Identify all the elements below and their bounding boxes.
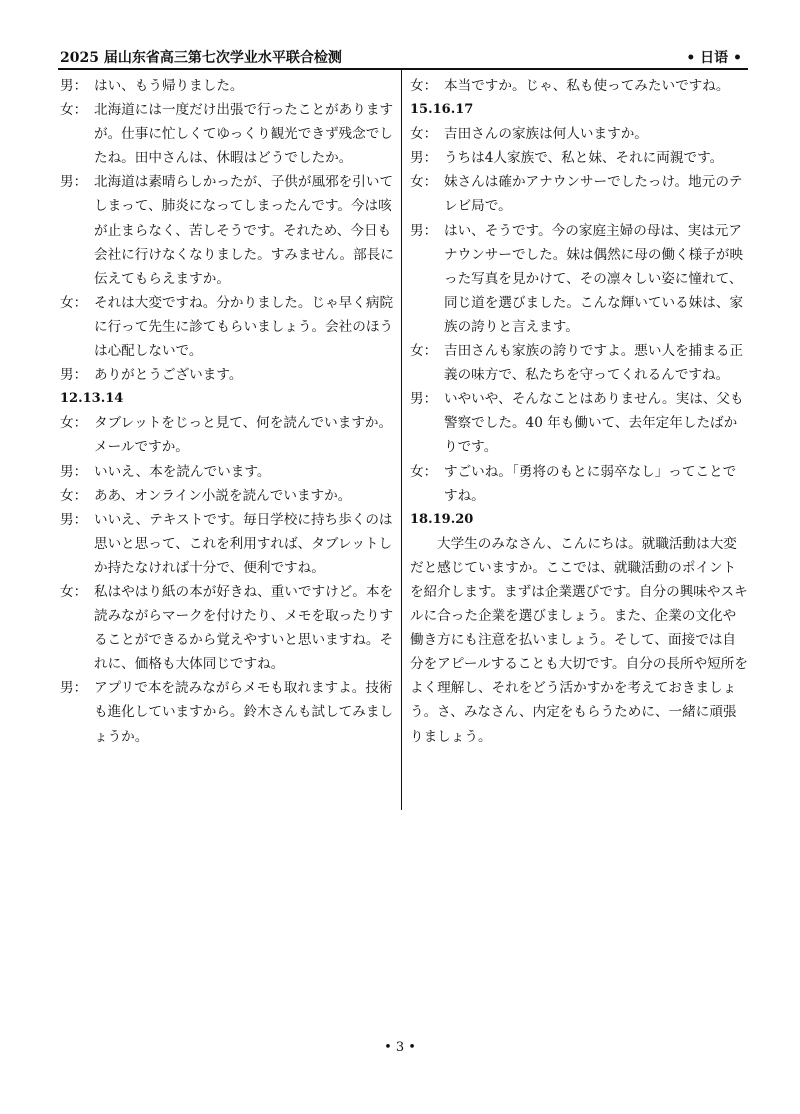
dialogue-line	[60, 291, 394, 363]
speaker: 女：	[60, 583, 88, 600]
speaker: 男：	[60, 78, 88, 94]
dialogue-line	[60, 460, 394, 484]
speaker: 女：	[60, 487, 88, 504]
subject-label: • 日语 •	[686, 50, 742, 66]
speaker: 女：	[410, 126, 438, 143]
utterance: 吉田さんも家族の誇りですよ。悪い人を捕まる正義の味方で、私たちを守ってくれるんですね。	[444, 343, 744, 384]
dialogue-line	[410, 387, 748, 459]
utterance: ああ、オンライン小説を読んでいますか。	[94, 487, 352, 504]
dialogue-line	[410, 460, 748, 508]
dialogue-line	[60, 74, 394, 98]
speaker: 男：	[410, 150, 438, 167]
dialogue-line	[60, 508, 394, 580]
dialogue-line	[60, 363, 394, 387]
speaker: 女：	[410, 463, 438, 480]
dialogue-line	[410, 170, 748, 218]
dialogue-line	[410, 74, 748, 98]
page-number: • 3 •	[384, 1040, 416, 1055]
utterance: いやいや、そんなことはありません。実は、父も警察でした。40 年も働いて、去年定年したばかりです。	[444, 391, 744, 456]
utterance: 北海道には一度だけ出張で行ったことがありますが。仕事に忙しくてゆっくり観光できず残念でしたね。田中さんは、休暇はどうでしたか。	[94, 102, 394, 167]
monologue-paragraph: 大学生のみなさん、こんにちは。就職活動は大変だと感じていますか。ここでは、就職活動のポイントを紹介します。まずは企業選びです。自分の興味やスキルに合った企業を選びましょう。また、企業の文化や働き方にも注意を払いましょう。そして、面接では自分をアピールすることも大切です。自分の長所や短所をよく理解し、それをどう活かすかを考えておきましょう。さ、みなさん、内定をもらうために、一緒に頑張りましょう。	[410, 535, 748, 745]
speaker: 男：	[60, 680, 88, 697]
page-header	[58, 46, 748, 70]
right-column	[410, 74, 748, 749]
utterance: 私はやはり紙の本が好きね、重いですけど。本を読みながらマークを付けたり、メモを取ったりすることができるから覚えやすいと思いますね。それに、価格も大体同じですね。	[94, 583, 394, 673]
speaker: 男：	[60, 511, 88, 528]
dialogue-line	[60, 484, 394, 508]
speaker: 男：	[410, 391, 438, 408]
dialogue-line	[410, 219, 748, 339]
utterance: 本当ですか。じゃ、私も使ってみたいですね。	[444, 78, 730, 94]
dialogue-line	[410, 339, 748, 387]
utterance: アプリで本を読みながらメモも取れますよ。技術も進化していますから。鈴木さんも試してみましょうか。	[94, 680, 394, 745]
utterance: いいえ、テキストです。毎日学校に持ち歩くのは思いと思って、これを利用すれば、タブレットしか持たなければ十分で、便利ですね。	[94, 511, 393, 576]
left-column	[60, 74, 394, 749]
utterance: はい、もう帰りました。	[94, 78, 244, 94]
speaker: 女：	[60, 102, 88, 119]
utterance: タブレットをじっと見て、何を読んでいますか。メールですか。	[94, 415, 393, 456]
section-number: 12.13.14	[60, 391, 124, 407]
utterance: うちは4人家族で、私と妹、それに両親です。	[444, 150, 724, 167]
column-divider	[401, 70, 402, 810]
utterance: 北海道は素晴らしかったが、子供が風邪を引いてしまって、肺炎になってしまったんです。今は咳が止まらなく、苦しそうです。それため、今日も会社に行けなくなりました。すみません。部長に伝えてもらえますか。	[94, 174, 394, 287]
utterance: 妹さんは確かアナウンサーでしたっけ。地元のテレビ局で。	[444, 174, 743, 215]
dialogue-line	[410, 146, 748, 170]
utterance: 吉田さんの家族は何人いますか。	[444, 126, 648, 143]
dialogue-line	[410, 122, 748, 146]
speaker: 女：	[410, 78, 438, 94]
utterance: すごいね。「勇将のもとに弱卒なし」ってことですね。	[444, 463, 737, 504]
utterance: それは大変ですね。分かりました。じゃ早く病院に行って先生に診てもらいましょう。会社のほうは心配しないで。	[94, 294, 394, 360]
speaker: 女：	[410, 343, 438, 360]
utterance: いいえ、本を読んでいます。	[94, 463, 271, 480]
exam-title: 2025 届山东省高三第七次学业水平联合检测	[60, 50, 342, 66]
dialogue-line	[60, 580, 394, 676]
dialogue-line	[60, 98, 394, 170]
utterance: ありがとうございます。	[94, 367, 243, 384]
dialogue-line	[60, 676, 394, 748]
speaker: 男：	[410, 222, 438, 239]
speaker: 女：	[60, 415, 88, 432]
dialogue-line	[60, 411, 394, 459]
speaker: 女：	[60, 294, 88, 311]
section-number: 18.19.20	[410, 511, 474, 527]
speaker: 男：	[60, 463, 88, 480]
speaker: 男：	[60, 367, 88, 384]
section-number: 15.16.17	[410, 102, 474, 118]
speaker: 男：	[60, 174, 88, 191]
speaker: 女：	[410, 174, 438, 191]
utterance: はい、そうです。今の家庭主婦の母は、実は元アナウンサーでした。妹は偶然に母の働く様子が映った写真を見かけて、その凛々しい姿に憧れて、同じ道を選びました。こんな輝いている妹は、家族の誇りと言えます。	[444, 222, 744, 335]
dialogue-line	[60, 170, 394, 290]
